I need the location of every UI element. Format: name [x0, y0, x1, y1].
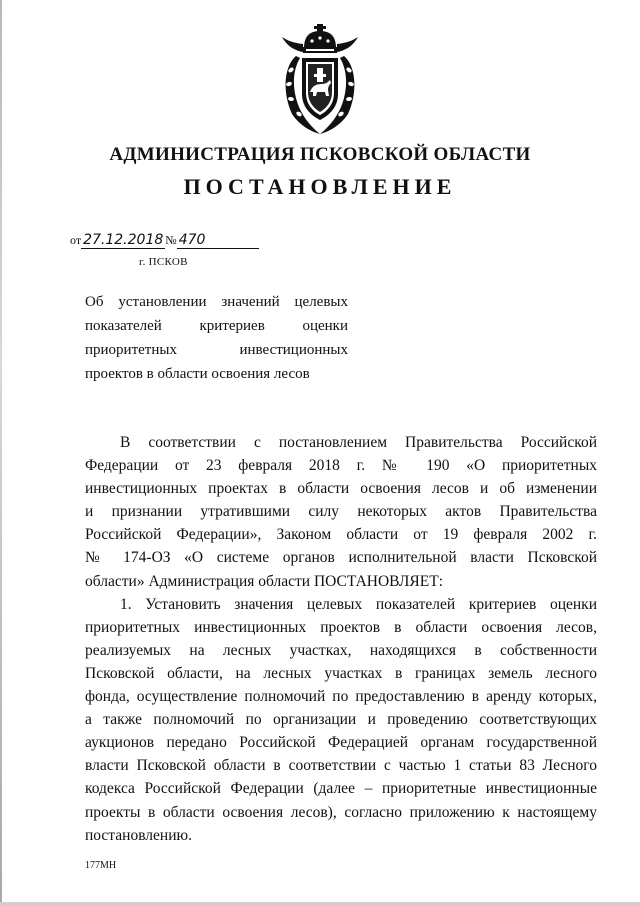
city-label: г. ПСКОВ [139, 256, 188, 268]
body-line: Федерации от 23 февраля 2018 г. № 190 «О приоритетных [85, 457, 597, 475]
registration-number: 470 [177, 233, 259, 249]
subject-line: показателей критериев оценки [85, 318, 348, 334]
preamble-paragraph [85, 431, 597, 593]
body-line: Российской Федерации», Законом области от 19 февраля 2002 г. [85, 526, 597, 544]
body-line: В соответствии с постановлением Правительства Российской [120, 434, 597, 451]
body-line: а также полномочий по организации и проведению соответствующих [85, 711, 597, 729]
body-line: 1. Установить значения целевых показателей критериев оценки [120, 595, 597, 613]
body-line: аукционов передано Российской Федерацией органам государственной [85, 734, 597, 752]
body-line: фонда, осуществление полномочий по предоставлению в аренду которых, [85, 688, 597, 706]
document-code: 177МН [85, 860, 117, 871]
body-line: и признании утратившими силу некоторых актов Правительства [85, 503, 597, 521]
body-line: Псковской области, на лесных участках в границах земель лесного [85, 664, 597, 682]
body-line: № 174-ОЗ «О системе органов исполнительной власти Псковской [85, 549, 597, 567]
coat-of-arms-icon [270, 22, 370, 142]
date-prefix: от [70, 233, 82, 247]
subject-line: Об установлении значений целевых [85, 294, 348, 310]
document-subject [85, 290, 348, 386]
page-left-edge [0, 0, 2, 905]
body-line: реализуемых на лесных участках, находящихся в собственности [85, 641, 597, 659]
body-line: проекты в области освоения лесов), согласно приложению к настоящему [85, 803, 597, 821]
organization-title: АДМИНИСТРАЦИЯ ПСКОВСКОЙ ОБЛАСТИ [109, 144, 531, 165]
number-sign: № [165, 233, 177, 247]
registration-date: 27.12.2018 [83, 232, 164, 248]
body-line: области» Администрация области ПОСТАНОВЛЯЕТ: [85, 572, 443, 590]
body-line: инвестиционных проектах в области освоения лесов и об изменении [85, 480, 597, 498]
body-line: приоритетных инвестиционных проектов в области освоения лесов, [85, 618, 597, 636]
body-line: постановлению. [85, 826, 192, 844]
body-line: власти Псковской области в соответствии с частью 1 статьи 83 Лесного [85, 757, 597, 775]
clause-1-paragraph [85, 593, 597, 847]
registration-line [70, 233, 259, 249]
document-body [85, 431, 597, 847]
subject-line: приоритетных инвестиционных [85, 342, 348, 358]
body-line: кодекса Российской Федерации (далее – приоритетные инвестиционные [85, 780, 597, 798]
subject-line: проектов в области освоения лесов [85, 366, 310, 382]
document-type-heading: ПОСТАНОВЛЕНИЕ [183, 174, 457, 199]
